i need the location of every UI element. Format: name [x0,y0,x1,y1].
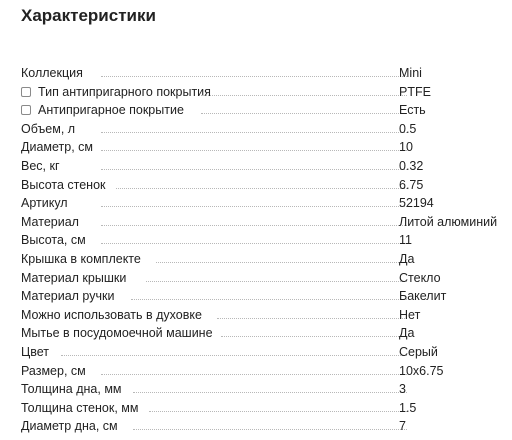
spec-value: Да [399,326,415,341]
leader-dots [201,95,407,96]
spec-label: Цвет [21,344,50,359]
leader-dots [221,336,407,337]
leader-dots [101,243,407,244]
spec-label: Коллекция [21,66,83,80]
leader-dots [101,225,407,226]
spec-value: 10 [399,140,413,155]
spec-label: Вес, кг [21,158,60,173]
spec-label: Материал ручки [21,289,115,304]
spec-value: 7 [399,419,406,434]
spec-label: Крышка в комплекте [21,251,141,266]
spec-row [21,399,512,418]
spec-row [21,120,512,139]
spec-value: Бакелит [399,289,447,304]
spec-value: Mini [399,66,422,80]
leader-dots [146,281,407,282]
leader-dots [131,299,407,300]
spec-label: Объем, л [21,121,76,136]
spec-label: Диаметр, см [21,140,93,155]
leader-dots [61,355,407,356]
spec-value: 11 [399,233,412,248]
spec-value: 1.5 [399,400,417,415]
spec-row [21,306,512,325]
spec-value: 6.75 [399,177,424,192]
spec-value: 10x6.75 [399,363,444,378]
spec-row [21,380,512,399]
spec-row [21,362,512,381]
spec-label: Мытье в посудомоечной машине [21,326,213,341]
spec-label: Толщина дна, мм [21,382,122,397]
spec-row [21,83,512,102]
spec-value: Стекло [399,270,441,285]
spec-row [21,250,512,269]
spec-row [21,64,512,83]
spec-value: 0.32 [399,158,424,173]
spec-row [21,176,512,195]
spec-label: Высота, см [21,233,86,248]
spec-value: Есть [399,103,426,118]
spec-value: Нет [399,307,421,322]
spec-label: Тип антипригарного покрытия [21,83,211,102]
leader-dots [101,206,407,207]
spec-label: Артикул [21,196,68,211]
filter-checkbox[interactable] [21,105,31,115]
spec-value: 0.5 [399,121,417,136]
spec-row [21,324,512,343]
spec-value: 3 [399,382,406,397]
leader-dots [217,318,407,319]
spec-value: Литой алюминий [399,214,498,229]
spec-value: 52194 [399,196,434,211]
spec-label: Материал крышки [21,270,127,285]
spec-label: Антипригарное покрытие [21,101,184,120]
spec-row [21,417,512,436]
specs-list [21,64,512,436]
spec-row [21,343,512,362]
leader-dots [101,169,407,170]
spec-label: Материал [21,214,79,229]
spec-label: Можно использовать в духовке [21,307,202,322]
spec-row [21,231,512,250]
spec-row [21,287,512,306]
spec-label: Размер, см [21,363,86,378]
leader-dots [133,392,407,393]
spec-label: Толщина стенок, мм [21,400,139,415]
spec-label: Диаметр дна, см [21,419,118,434]
spec-value: PTFE [399,84,431,99]
leader-dots [116,188,407,189]
leader-dots [101,374,407,375]
spec-row [21,269,512,288]
spec-value: Серый [399,344,438,359]
leader-dots [101,150,407,151]
spec-row [21,138,512,157]
spec-row [21,157,512,176]
leader-dots [101,132,407,133]
spec-label: Высота стенок [21,177,106,192]
leader-dots [156,262,407,263]
leader-dots [101,76,407,77]
filter-checkbox[interactable] [21,87,31,97]
leader-dots [149,411,407,412]
spec-row [21,213,512,232]
leader-dots [201,113,407,114]
spec-row [21,194,512,213]
leader-dots [133,429,407,430]
spec-row [21,101,512,120]
spec-value: Да [399,251,415,266]
section-title: Характеристики [21,6,156,25]
